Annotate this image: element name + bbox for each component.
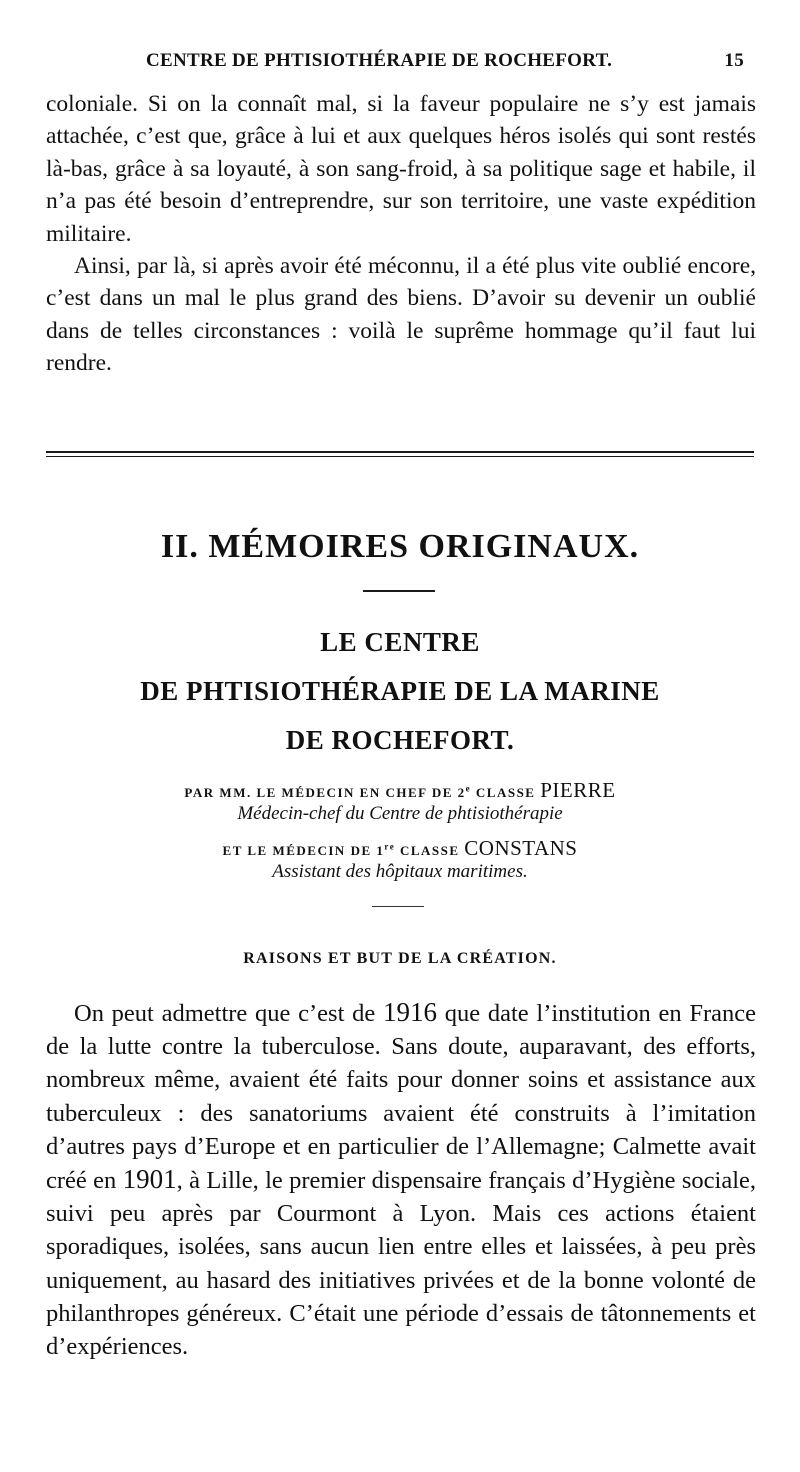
paragraph-closing: Ainsi, par là, si après avoir été méconnu, il a été plus vite oublié encore, c’est dans un mal le plus grand des biens. D’avoir su devenir un oublié dans de telles circonstances : voilà le suprême hommage qu’il faut lui rendre.: [46, 253, 756, 377]
running-head: [146, 50, 744, 80]
byline-author-2: [0, 836, 800, 861]
year-1916: 1916: [383, 997, 437, 1027]
byline-author-1: [0, 778, 800, 803]
body-text-middle: que date l’institution en France de la lutte contre la tuberculose. Sans doute, auparavant, des efforts, nombreux même, avaient été faits pour donner soins et assistance aux tuberculeux : des sanatoriums avaient été construits à l’imitation d’autres pays d’Europe et en particulier de l’Allemagne; Calmette avait créé en: [46, 1000, 756, 1195]
author-2-name: CONSTANS: [464, 836, 578, 860]
byline-1-ordinal: e: [465, 783, 472, 794]
article-title-line-2: DE PHTISIOTHÉRAPIE DE LA MARINE: [140, 676, 660, 706]
author-1-affiliation: Médecin-chef du Centre de phtisiothérapie: [237, 803, 563, 824]
subsection-heading: RAISONS ET BUT DE LA CRÉATION.: [243, 950, 557, 967]
byline-2-ordinal: re: [384, 841, 396, 852]
section-separator-rule: [46, 451, 754, 457]
author-2-affiliation: Assistant des hôpitaux maritimes.: [272, 861, 528, 882]
body-text-end: , à Lille, le premier dispensaire français d’Hygiène sociale, suivi peu après par Courmont à Lyon. Mais ces actions étaient sporadiques, isolées, sans aucun lien entre elles et laissées, à peu près uniquement, au hasard des initiatives privées et de la bonne volonté de philanthropes généreux. C’était une période d’essais de tâtonnements et d’expériences.: [46, 1167, 757, 1361]
title-rule: [363, 590, 435, 592]
article-title-line-3: DE ROCHEFORT.: [285, 725, 515, 755]
body-text-start: On peut admettre que c’est de: [74, 1000, 383, 1027]
running-head-title: CENTRE DE PHTISIOTHÉRAPIE DE ROCHEFORT.: [146, 50, 613, 71]
paragraph-continued: coloniale. Si on la connaît mal, si la faveur populaire ne s’y est jamais attachée, c’est que, grâce à lui et aux quelques héros isolés qui sont restés là-bas, grâce à sa loyauté, à son sang-froid, à sa politique sage et habile, il n’a pas été besoin d’entreprendre, sur son territoire, une vaste expédition militaire.: [46, 91, 756, 247]
article-body: [46, 996, 756, 1363]
byline-1-suffix: CLASSE: [471, 785, 541, 800]
section-title: II. MÉMOIRES ORIGINAUX.: [160, 528, 640, 565]
byline-rule: [372, 906, 424, 907]
year-1901: 1901: [122, 1164, 177, 1195]
byline-2-suffix: CLASSE: [395, 843, 465, 858]
previous-article-text: [46, 88, 756, 380]
page-number: 15: [724, 50, 744, 71]
byline-1-prefix: PAR MM. LE MÉDECIN EN CHEF DE 2: [184, 785, 466, 800]
article-title-line-1: LE CENTRE: [320, 627, 480, 657]
body-paragraph: [46, 996, 756, 1363]
author-1-name: PIERRE: [540, 778, 616, 802]
byline-2-prefix: ET LE MÉDECIN DE 1: [222, 843, 385, 858]
